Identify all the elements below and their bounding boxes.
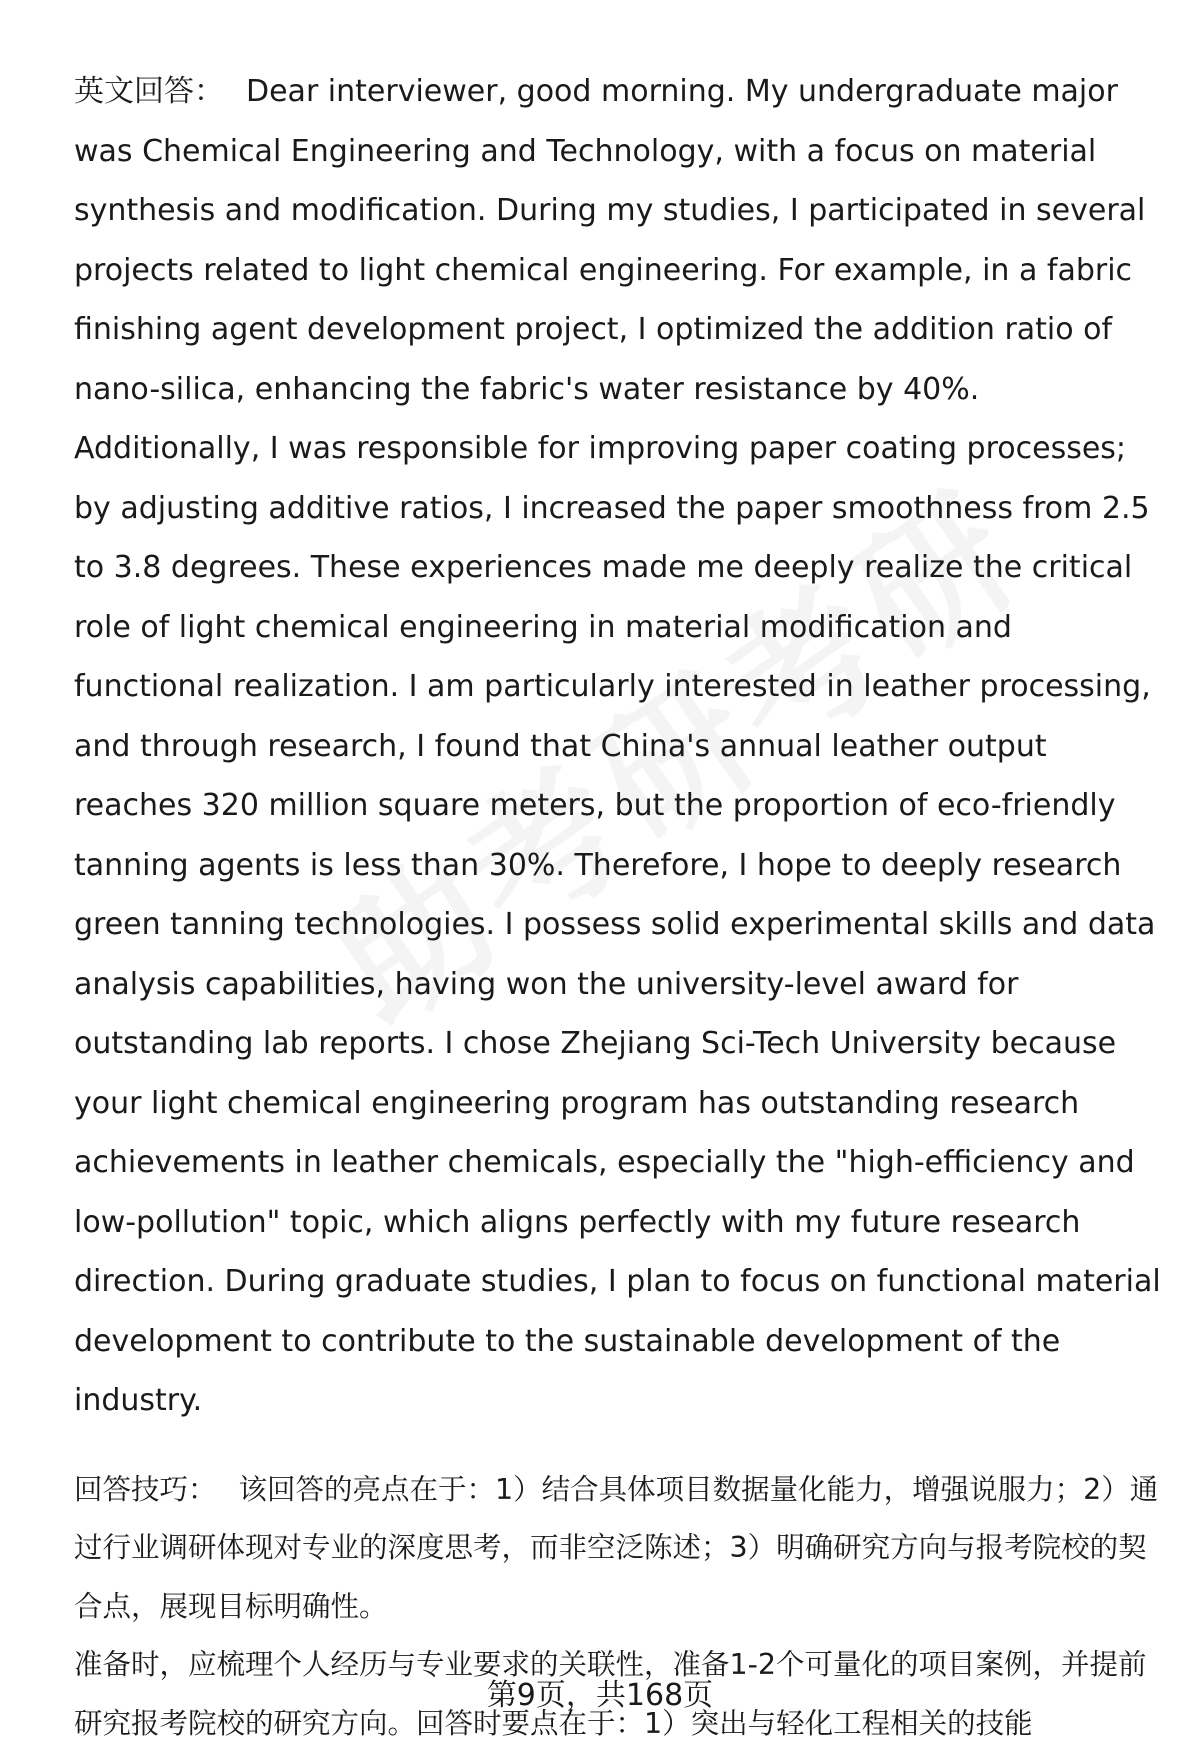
english-answer-paragraph	[74, 62, 1164, 1431]
tips-text: 该回答的亮点在于：1）结合具体项目数据量化能力，增强说服力；2）通过行业调研体现对专业的深度思考，而非空泛陈述；3）明确研究方向与报考院校的契合点，展现目标明确性。	[74, 1472, 1159, 1623]
preparation-paragraph: 准备时，应梳理个人经历与专业要求的关联性，准备1-2个可量化的项目案例，并提前研究报考院校的研究方向。回答时要点在于：1）突出与轻化工程相关的技能	[74, 1648, 1147, 1740]
page-indicator: 第9页，共168页	[486, 1678, 714, 1713]
tips-label: 回答技巧：	[74, 1472, 217, 1506]
tips-paragraph	[74, 1461, 1164, 1637]
english-answer-label: 英文回答：	[74, 74, 224, 109]
document-body	[74, 62, 1164, 1753]
english-answer-text: Dear interviewer, good morning. My undergraduate major was Chemical Engineering and Technology, with a focus on material synthesis and modification. During my studies, I participated in several projects related to light chemical engineering. For example, in a fabric finishing agent development project, I optimized the addition ratio of nano-silica, enhancing the fabric's water resistance by 40%. Additionally, I was responsible for improving paper coating processes; by adjusting additive ratios, I increased the paper smoothness from 2.5 to 3.8 degrees. These experiences made me deeply realize the critical role of light chemical engineering in material modification and functional realization. I am particularly interested in leather processing, and through research, I found that China's annual leather output reaches 320 million square meters, but the proportion of eco-friendly tanning agents is less than 30%. Therefore, I hope to deeply research green tanning technologies. I possess solid experimental skills and data analysis capabilities, having won the university-level award for outstanding lab reports. I chose Zhejiang Sci-Tech University because your light chemical engineering program has outstanding research achievements in leather chemicals, especially the "high-efficiency and low-pollution" topic, which aligns perfectly with my future research direction. During graduate studies, I plan to focus on functional material development to contribute to the sustainable development of the industry.	[74, 74, 1161, 1418]
